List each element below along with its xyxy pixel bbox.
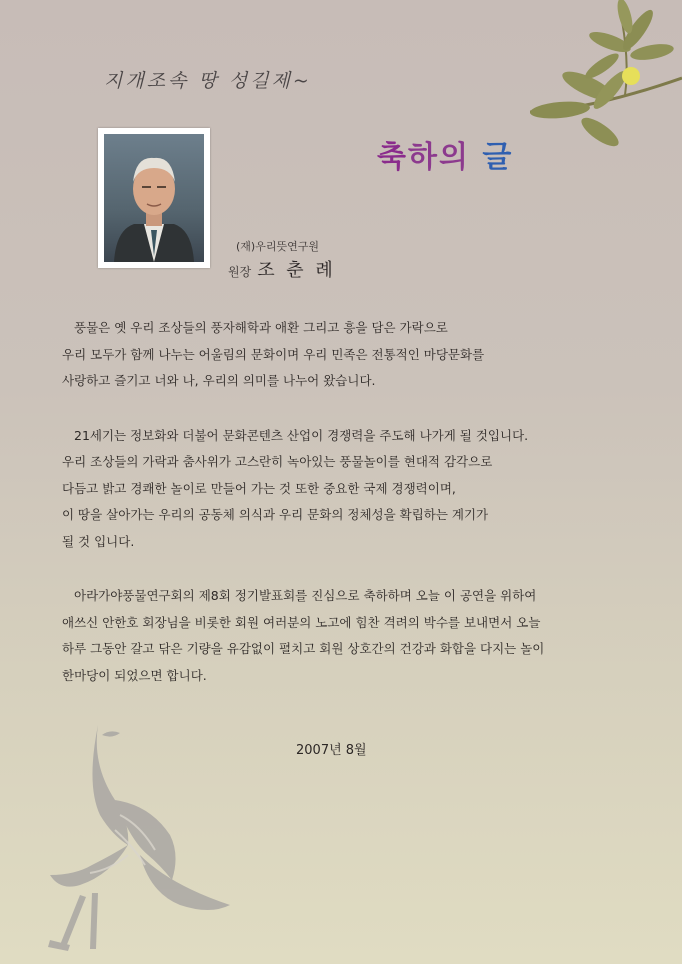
author-portrait (98, 128, 210, 268)
text-line: 사랑하고 즐기고 너와 나, 우리의 의미를 나누어 왔습니다. (62, 373, 376, 388)
text-line: 하루 그동안 갈고 닦은 기량을 유감없이 펼치고 회원 상호간의 건강과 화합을 다지는 놀이 (62, 641, 545, 656)
author-affiliation: (재)우리뜻연구원 (236, 240, 319, 253)
letter-date: 2007년 8월 (296, 743, 367, 758)
text-line: 우리 모두가 함께 나누는 어울림의 문화이며 우리 민족은 전통적인 마당문화를 (62, 346, 485, 362)
title-part-1: 축 (377, 140, 408, 175)
leaf-branch-decoration (530, 0, 682, 170)
text-line: 우리 조상들의 가락과 춤사위가 고스란히 녹아있는 풍물놀이를 현대적 감각으로 (62, 454, 493, 469)
text-line: 이 땅을 살아가는 우리의 공동체 의식과 우리 문화의 정체성을 확립하는 계기가 (62, 507, 489, 522)
text-line: 풍물은 옛 우리 조상들의 풍자해학과 애환 그리고 흥을 담은 가락으로 (74, 320, 448, 335)
text-line: 다듬고 밝고 경쾌한 놀이로 만들어 가는 것 또한 중요한 국제 경쟁력이며, (62, 480, 456, 496)
paragraph (62, 423, 662, 556)
document-title (377, 132, 513, 176)
paragraph (62, 315, 662, 395)
letter-body (62, 315, 662, 717)
author-name: 조 춘 례 (257, 260, 336, 281)
author-role: 원장 (228, 265, 252, 279)
crane-decoration (20, 705, 250, 955)
paragraph (62, 583, 662, 689)
text-line: 될 것 입니다. (62, 533, 135, 549)
title-part-2: 하의 (407, 140, 470, 175)
text-line: 한마당이 되었으면 합니다. (62, 667, 207, 683)
text-line: 21세기는 정보화와 더불어 문화콘텐츠 산업이 경쟁력을 주도해 나가게 될 것입니다. (74, 427, 529, 443)
title-part-3: 글 (482, 140, 514, 175)
portrait-photo (104, 134, 204, 262)
author-signature (228, 256, 336, 282)
text-line: 아라가야풍물연구회의 제8회 정기발표회를 진심으로 축하하며 오늘 이 공연을 위하여 (74, 588, 537, 603)
event-title: 지개조속 땅 성길제~ (104, 70, 312, 92)
text-line: 애쓰신 안한호 회장님을 비롯한 회원 여러분의 노고에 힘찬 격려의 박수를 보내면서 오늘 (62, 614, 541, 630)
